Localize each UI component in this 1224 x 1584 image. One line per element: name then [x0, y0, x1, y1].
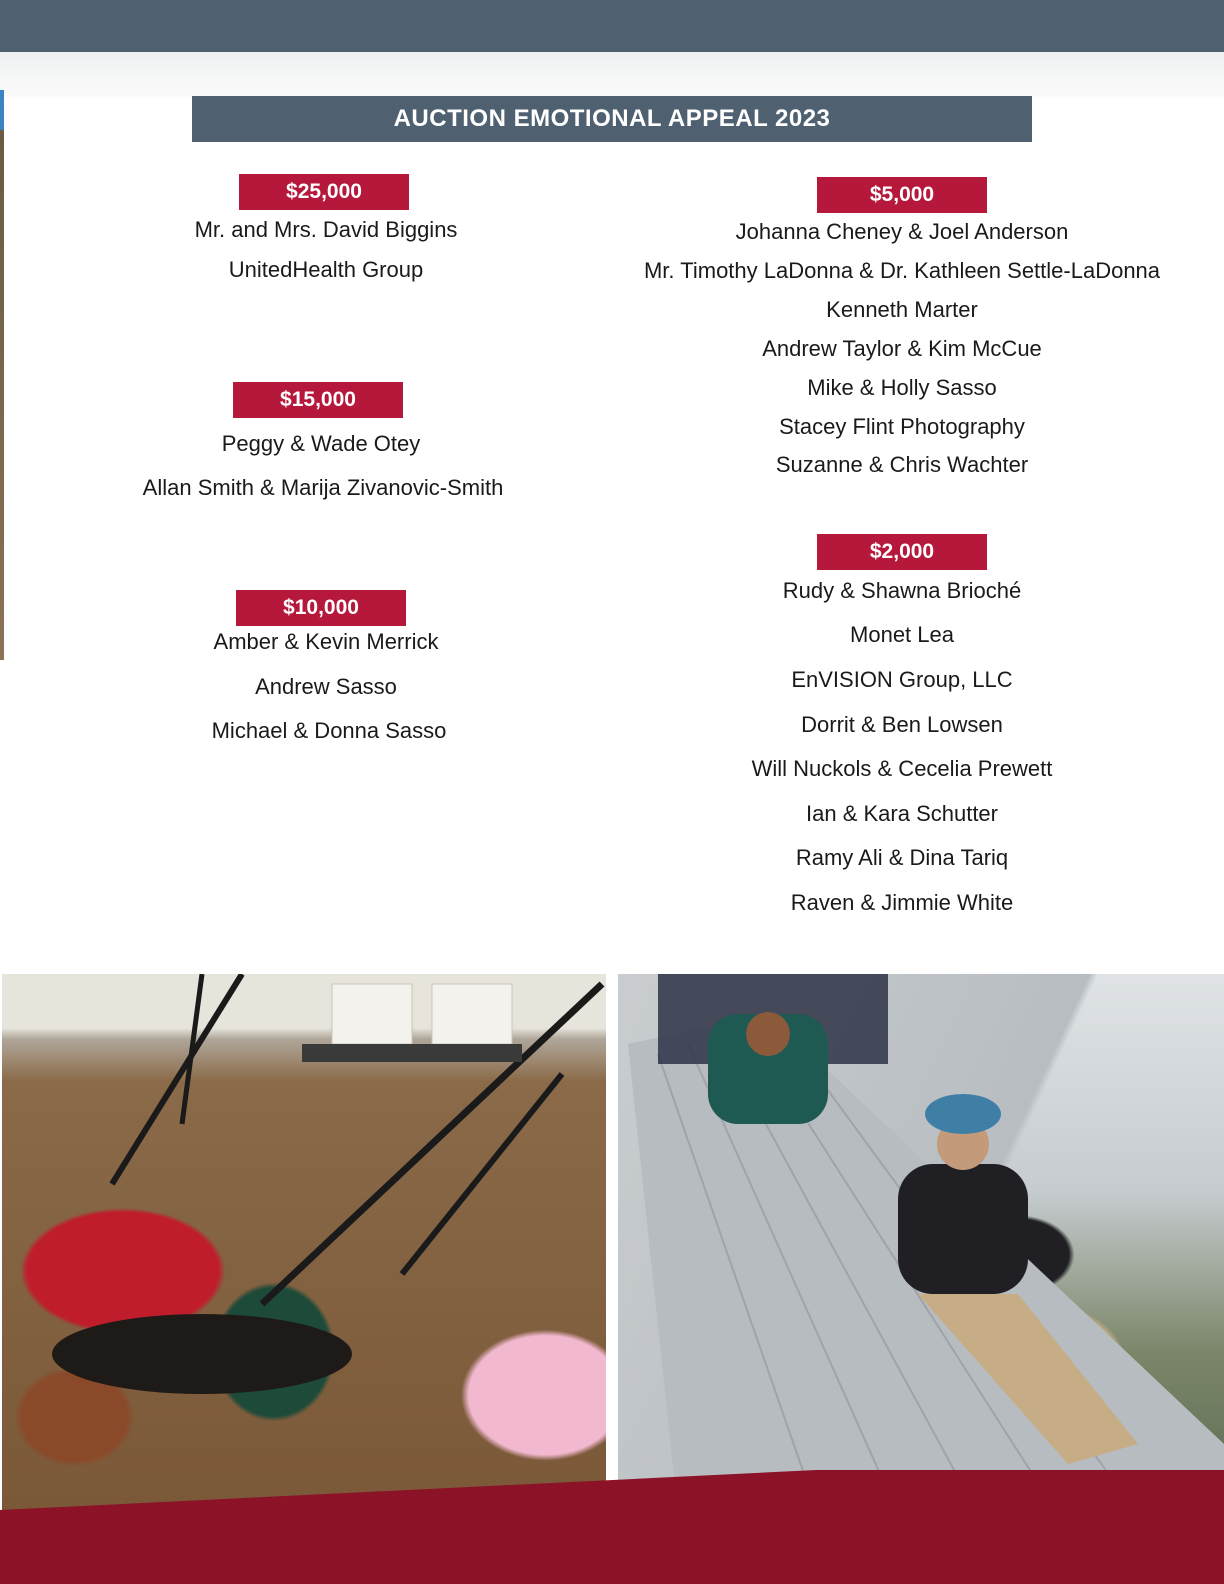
- donor-name: Kenneth Marter: [826, 297, 978, 322]
- donor-name: Raven & Jimmie White: [790, 890, 1014, 915]
- tier-badge-10000: $10,000: [236, 590, 406, 626]
- left-edge-photo-sliver: [0, 90, 4, 660]
- top-fade-strip: [0, 52, 1224, 98]
- donor-name: UnitedHealth Group: [228, 257, 424, 282]
- photo-children-on-swing: [2, 974, 606, 1514]
- donor-name: Stacey Flint Photography: [779, 414, 1025, 439]
- donor-name: Mr. Timothy LaDonna & Dr. Kathleen Settle-LaDonna: [643, 258, 1161, 283]
- tier-badge-2000: $2,000: [817, 534, 987, 570]
- donor-name: Michael & Donna Sasso: [211, 718, 447, 743]
- donor-name: Allan Smith & Marija Zivanovic-Smith: [142, 475, 504, 500]
- donor-name: Andrew Sasso: [255, 674, 397, 699]
- donor-name: Dorrit & Ben Lowsen: [801, 712, 1003, 737]
- tier-badge-25000: $25,000: [239, 174, 409, 210]
- donor-name: Ramy Ali & Dina Tariq: [795, 845, 1009, 870]
- donor-name: Amber & Kevin Merrick: [213, 629, 439, 654]
- swing-ropes-illustration: [2, 974, 606, 1514]
- donor-name: Peggy & Wade Otey: [221, 431, 421, 456]
- donor-name: Rudy & Shawna Brioché: [782, 578, 1022, 603]
- top-header-band: [0, 0, 1224, 52]
- footer-band: [0, 1470, 1224, 1584]
- donor-name: Suzanne & Chris Wachter: [775, 452, 1029, 477]
- donor-name: Mike & Holly Sasso: [807, 375, 997, 400]
- photo-children-on-slide: [618, 974, 1224, 1514]
- donor-name: Will Nuckols & Cecelia Prewett: [751, 756, 1053, 781]
- donor-name: Mr. and Mrs. David Biggins: [194, 217, 458, 242]
- page-title: AUCTION EMOTIONAL APPEAL 2023: [192, 96, 1032, 142]
- donor-name: Andrew Taylor & Kim McCue: [762, 336, 1042, 361]
- donor-name: EnVISION Group, LLC: [791, 667, 1013, 692]
- tier-badge-5000: $5,000: [817, 177, 987, 213]
- donor-name: Ian & Kara Schutter: [806, 801, 998, 826]
- tier-badge-15000: $15,000: [233, 382, 403, 418]
- slide-illustration: [618, 974, 1224, 1514]
- donor-name: Monet Lea: [850, 622, 954, 647]
- donor-name: Johanna Cheney & Joel Anderson: [735, 219, 1069, 244]
